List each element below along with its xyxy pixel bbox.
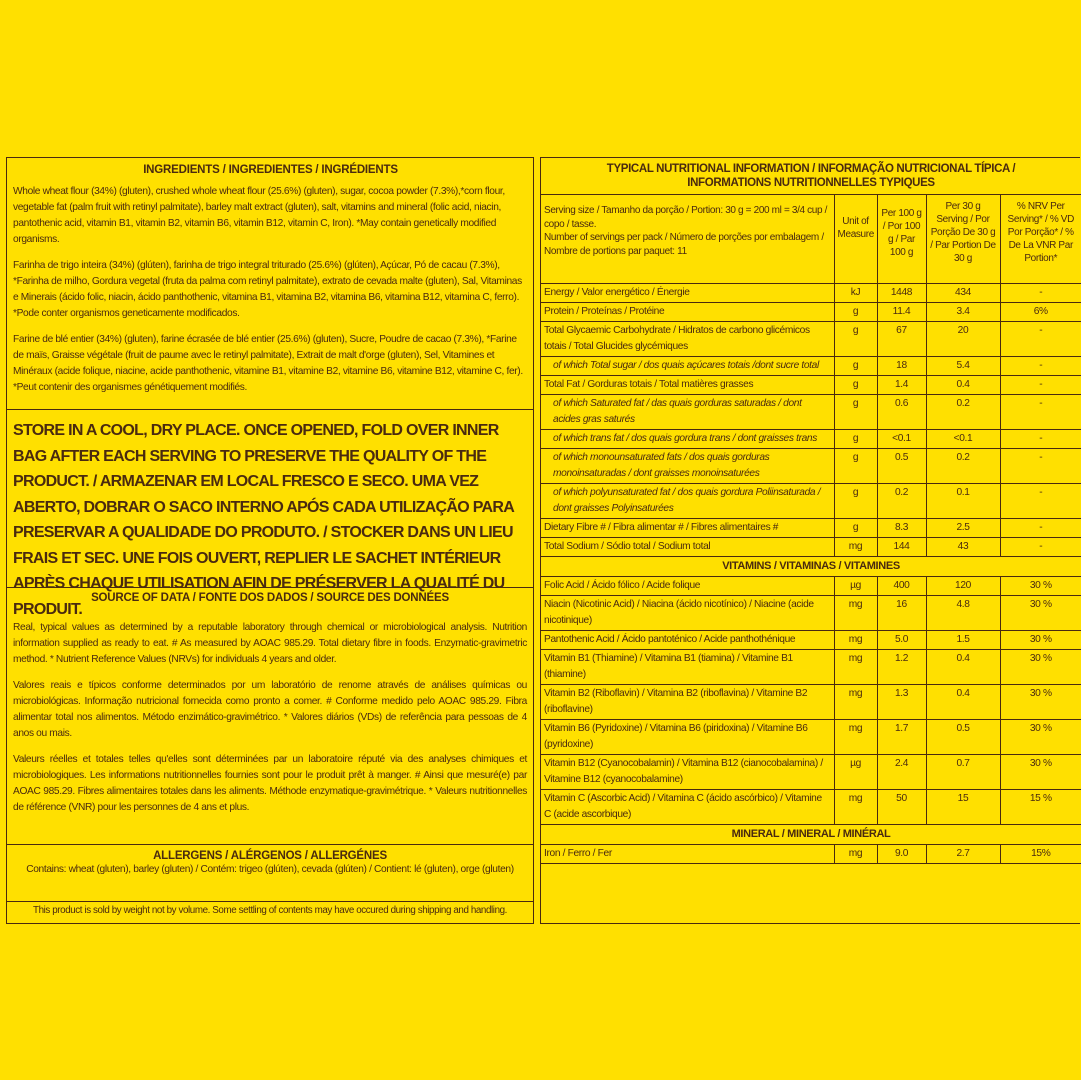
nutrient-per100: 1.2 [877,650,926,685]
nutrient-row [541,357,1081,376]
nutrient-unit: mg [834,685,877,720]
nutrient-per30: 20 [926,322,1000,357]
nutrient-row [541,596,1081,631]
nutrient-per100: 16 [877,596,926,631]
nutrient-name: Energy / Valor energético / Énergie [541,284,834,303]
nutrient-per100: 67 [877,322,926,357]
left-panel [6,157,534,924]
nutrient-per30: 1.5 [926,631,1000,650]
nutrient-row [541,519,1081,538]
nutrient-per100: 0.6 [877,395,926,430]
ingredients-fr: Farine de blé entier (34%) (gluten), farine écrasée de blé entier (25.6%) (gluten), Sucre, Poudre de cacao (7.3%), *Farine de maïs, Graisse végétale (fruit de paume avec le retinyl palmitate), Extrait de malt d'orge (gluten), Sel, Vitamines et Minéraux (acide folique, niacine, acide panthothenic, vitamine B1, vitamine B2, vitamine B6, vitamine B12, vitamine C, fer). *Peut contenir des organismes génétiquement modifiés. [13,334,523,393]
source-en: Real, typical values as determined by a reputable laboratory through chemical or microbiological analysis. Nutrition information supplied as ready to eat. # As measured by AOAC 985.29. Total dietary fibre in foods. Enzymatic-gravimetric method. * Nutrient Reference Values (NRVs) for individuals 4 years and older. [13,622,527,665]
nutrient-nrv: 30 % [1000,755,1081,790]
col-per100: Per 100 g / Por 100 g / Par 100 g [877,195,926,284]
ingredients-en: Whole wheat flour (34%) (gluten), crushed whole wheat flour (25.6%) (gluten), sugar, cocoa powder (7.3%),*corn flour, vegetable fat (palm fruit with retinyl palmitate), barley malt extract (gluten), salt, vitamins and mineral (folic acid, niacin, pantothenic acid, vitamin B1, vitamin B2, vitamin B6, vitamin B12, vitamin C, Iron). *May contain genetically modified organisms. [13,186,505,245]
nutrient-nrv: - [1000,430,1081,449]
nutrient-row [541,449,1081,484]
nutrient-name: of which Saturated fat / das quais gorduras saturadas / dont acides gras saturés [541,395,834,430]
nutrient-per30: 0.7 [926,755,1000,790]
nutrient-per100: 1.4 [877,376,926,395]
nutrient-name: Folic Acid / Ácido fólico / Acide folique [541,577,834,596]
nutrient-nrv: 15 % [1000,790,1081,825]
nutrient-unit: mg [834,631,877,650]
nutrient-row [541,685,1081,720]
nutrient-name: Vitamin B1 (Thiamine) / Vitamina B1 (tiamina) / Vitamine B1 (thiamine) [541,650,834,685]
allergens-title: ALLERGENS / ALÉRGENOS / ALLERGÉNES [153,850,387,862]
nutrient-name: Vitamin C (Ascorbic Acid) / Vitamina C (ácido ascórbico) / Vitamine C (acide ascorbique) [541,790,834,825]
nutrient-per30: 2.7 [926,845,1000,864]
nutrient-per100: <0.1 [877,430,926,449]
allergens-section [7,845,533,902]
nutrient-row [541,484,1081,519]
nutrient-unit: g [834,357,877,376]
nutrient-per100: 18 [877,357,926,376]
storage-instructions: STORE IN A COOL, DRY PLACE. ONCE OPENED, FOLD OVER INNER BAG AFTER EACH SERVING TO PRESERVE THE QUALITY OF THE PRODUCT. / ARMAZENAR EM LOCAL FRESCO E SECO. UMA VEZ ABERTO, DOBRAR O SACO INTERNO APÓS CADA UTILIZAÇÃO PARA PRESERVAR A QUALIDADE DO PRODUTO. / STOCKER DANS UN LIEU FRAIS ET SEC. UNE FOIS OUVERT, REPLIER LE SACHET INTÉRIEUR APRÈS CHAQUE UTILISATION AFIN DE PRÉSERVER LA QUALITÉ DU PRODUIT. [7,410,533,588]
nutrient-per30: 0.2 [926,449,1000,484]
nutrient-unit: g [834,322,877,357]
nutrient-per30: 0.2 [926,395,1000,430]
nutrient-nrv: 30 % [1000,650,1081,685]
nutrient-unit: mg [834,596,877,631]
nutrient-nrv: - [1000,519,1081,538]
nutrient-per30: <0.1 [926,430,1000,449]
source-fr: Valeurs réelles et totales telles qu'elles sont déterminées par un laboratoire réputé via des analyses chimiques et microbiologiques. Les informations nutritionnelles fournies sont pour le produit prêt à manger. # Ainsi que mesuré(e) par AOAC 985.29. Fibres alimentaires totales dans les aliments. Méthode enzymatique-gravimétrique. * Valeurs nutritionnelles de référence (VNR) pour les personnes de 4 ans et plus. [13,754,527,813]
nutrient-unit: µg [834,577,877,596]
nutrient-per30: 15 [926,790,1000,825]
nutrient-name: Total Fat / Gorduras totais / Total matières grasses [541,376,834,395]
nutrient-per100: 400 [877,577,926,596]
nutrient-name: Iron / Ferro / Fer [541,845,834,864]
source-pt: Valores reais e típicos conforme determinados por um laboratório de renome através de análises químicas ou microbiológicas. Informação nutricional fornecida como pronto a comer. # Conforme medido pelo AOAC 985.29. Fibra alimentar total nos alimentos. Método enzimático-gravimétrico. * Valores diários (VDs) de referência para pessoas de 4 anos ou mais. [13,680,527,739]
col-unit: Unit of Measure [834,195,877,284]
nutrient-per100: 50 [877,790,926,825]
col-per30: Per 30 g Serving / Por Porção De 30 g / Par Portion De 30 g [926,195,1000,284]
nutrient-per30: 4.8 [926,596,1000,631]
nutrient-row [541,430,1081,449]
source-title: SOURCE OF DATA / FONTE DOS DADOS / SOURCE DES DONNÉES [91,592,449,604]
nutrient-per100: 1448 [877,284,926,303]
nutrient-nrv: 30 % [1000,720,1081,755]
nutrient-name: Vitamin B6 (Pyridoxine) / Vitamina B6 (piridoxina) / Vitamine B6 (pyridoxine) [541,720,834,755]
nutrient-per100: 5.0 [877,631,926,650]
serving-info: Serving size / Tamanho da porção / Portion: 30 g = 200 ml = 3/4 cup / copo / tasse. Number of servings per pack / Número de porções por embalagem / Nombre de portions par paquet: 11 [541,195,834,284]
nutrient-per100: 1.7 [877,720,926,755]
nutrient-row [541,284,1081,303]
source-section [7,588,533,845]
nutrient-row [541,650,1081,685]
nutrient-per30: 0.4 [926,376,1000,395]
nutrient-row [541,303,1081,322]
nutrient-nrv: - [1000,357,1081,376]
nutrient-row [541,395,1081,430]
nutrition-title-row [541,158,1081,195]
nutrient-per30: 0.4 [926,685,1000,720]
nutrient-name: of which Total sugar / dos quais açúcares totais /dont sucre total [541,357,834,376]
nutrient-row [541,790,1081,825]
nutrient-per30: 0.4 [926,650,1000,685]
nutrient-unit: mg [834,538,877,557]
nutrient-row [541,720,1081,755]
mineral-title: MINERAL / MINERAL / MINÉRAL [541,825,1081,845]
nutrition-title: TYPICAL NUTRITIONAL INFORMATION / INFORMAÇÃO NUTRICIONAL TÍPICA / INFORMATIONS NUTRITIONNELLES TYPIQUES [541,158,1081,195]
nutrient-nrv: 30 % [1000,577,1081,596]
nutrient-per100: 8.3 [877,519,926,538]
nutrient-nrv: 15% [1000,845,1081,864]
col-nrv: % NRV Per Serving* / % VD Por Porção* / % De La VNR Par Portion* [1000,195,1081,284]
column-header-row [541,195,1081,284]
nutrient-per100: 0.2 [877,484,926,519]
nutrient-name: Niacin (Nicotinic Acid) / Niacina (ácido nicotínico) / Niacine (acide nicotinique) [541,596,834,631]
nutrient-row [541,322,1081,357]
nutrient-name: of which polyunsaturated fat / dos quais gordura Poliinsaturada / dont graisses Polyinsaturées [541,484,834,519]
mineral-title-row [541,825,1081,845]
nutrient-unit: kJ [834,284,877,303]
nutrient-row [541,577,1081,596]
nutrient-per30: 434 [926,284,1000,303]
nutrient-nrv: - [1000,538,1081,557]
nutrient-nrv: - [1000,484,1081,519]
nutrient-nrv: - [1000,284,1081,303]
nutrient-per30: 3.4 [926,303,1000,322]
nutrient-per30: 0.1 [926,484,1000,519]
nutrient-name: of which monounsaturated fats / dos quais gorduras monoinsaturadas / dont graisses monoinsaturées [541,449,834,484]
nutrient-nrv: - [1000,449,1081,484]
nutrient-unit: mg [834,790,877,825]
nutrient-unit: g [834,430,877,449]
nutrient-name: Pantothenic Acid / Ácido pantoténico / Acide panthothénique [541,631,834,650]
nutrient-per30: 2.5 [926,519,1000,538]
nutrient-unit: mg [834,650,877,685]
nutrient-per100: 1.3 [877,685,926,720]
nutrient-name: Total Sodium / Sódio total / Sodium total [541,538,834,557]
nutrient-nrv: - [1000,376,1081,395]
nutrient-unit: g [834,449,877,484]
nutrient-nrv: 6% [1000,303,1081,322]
nutrient-name: Vitamin B12 (Cyanocobalamin) / Vitamina B12 (cianocobalamina) / Vitamine B12 (cyanocobalamine) [541,755,834,790]
nutrient-unit: µg [834,755,877,790]
nutrient-per100: 2.4 [877,755,926,790]
nutrient-nrv: - [1000,395,1081,430]
nutrient-per30: 0.5 [926,720,1000,755]
nutrient-name: Protein / Proteínas / Protéine [541,303,834,322]
nutrient-unit: g [834,484,877,519]
nutrient-row [541,538,1081,557]
nutrient-per100: 0.5 [877,449,926,484]
nutrition-table [541,158,1081,864]
nutrient-nrv: 30 % [1000,631,1081,650]
nutrient-per100: 9.0 [877,845,926,864]
nutrient-row [541,845,1081,864]
nutrient-unit: g [834,519,877,538]
footer-note: This product is sold by weight not by volume. Some settling of contents may have occured during shipping and handling. [33,905,507,916]
nutrient-per30: 120 [926,577,1000,596]
nutrient-row [541,376,1081,395]
nutrient-unit: g [834,303,877,322]
nutrient-per100: 144 [877,538,926,557]
ingredients-section [7,158,533,410]
nutrient-unit: g [834,395,877,430]
vitamins-title: VITAMINS / VITAMINAS / VITAMINES [541,557,1081,577]
vitamins-title-row [541,557,1081,577]
nutrient-nrv: 30 % [1000,596,1081,631]
nutrient-nrv: - [1000,322,1081,357]
nutrient-nrv: 30 % [1000,685,1081,720]
nutrient-unit: mg [834,845,877,864]
nutrient-per30: 5.4 [926,357,1000,376]
allergens-text: Contains: wheat (gluten), barley (gluten) / Contém: trigeo (glúten), cevada (glúten) / Contient: lé (gluten), orge (gluten) [26,864,514,875]
nutrient-per100: 11.4 [877,303,926,322]
nutrient-row [541,755,1081,790]
nutrient-name: of which trans fat / dos quais gordura trans / dont graisses trans [541,430,834,449]
ingredients-title: INGREDIENTS / INGREDIENTES / INGRÉDIENTS [143,164,398,176]
nutrition-panel [540,157,1080,924]
nutrient-unit: g [834,376,877,395]
nutrient-name: Dietary Fibre # / Fibra alimentar # / Fibres alimentaires # [541,519,834,538]
nutrient-name: Total Glycaemic Carbohydrate / Hidratos de carbono glicémicos totais / Total Glucides glycémiques [541,322,834,357]
nutrient-unit: mg [834,720,877,755]
ingredients-pt: Farinha de trigo inteira (34%) (glúten), farinha de trigo integral triturado (25.6%) (glúten), Açúcar, Pó de cacau (7.3%), *Farinha de milho, Gordura vegetal (fruta da palma com retinyl palmitate), extrato de cevada malte (gluten), Sal, Vitaminas e Minerais (ácido folic, niacin, ácido panthothenic, vitamina B1, vitamina B2, vitamina B6, vitamina B12, vitamina C, ferro). *Pode conter organismos geneticamente modificados. [13,260,522,319]
nutrient-row [541,631,1081,650]
nutrient-per30: 43 [926,538,1000,557]
nutrient-name: Vitamin B2 (Riboflavin) / Vitamina B2 (riboflavina) / Vitamine B2 (riboflavine) [541,685,834,720]
